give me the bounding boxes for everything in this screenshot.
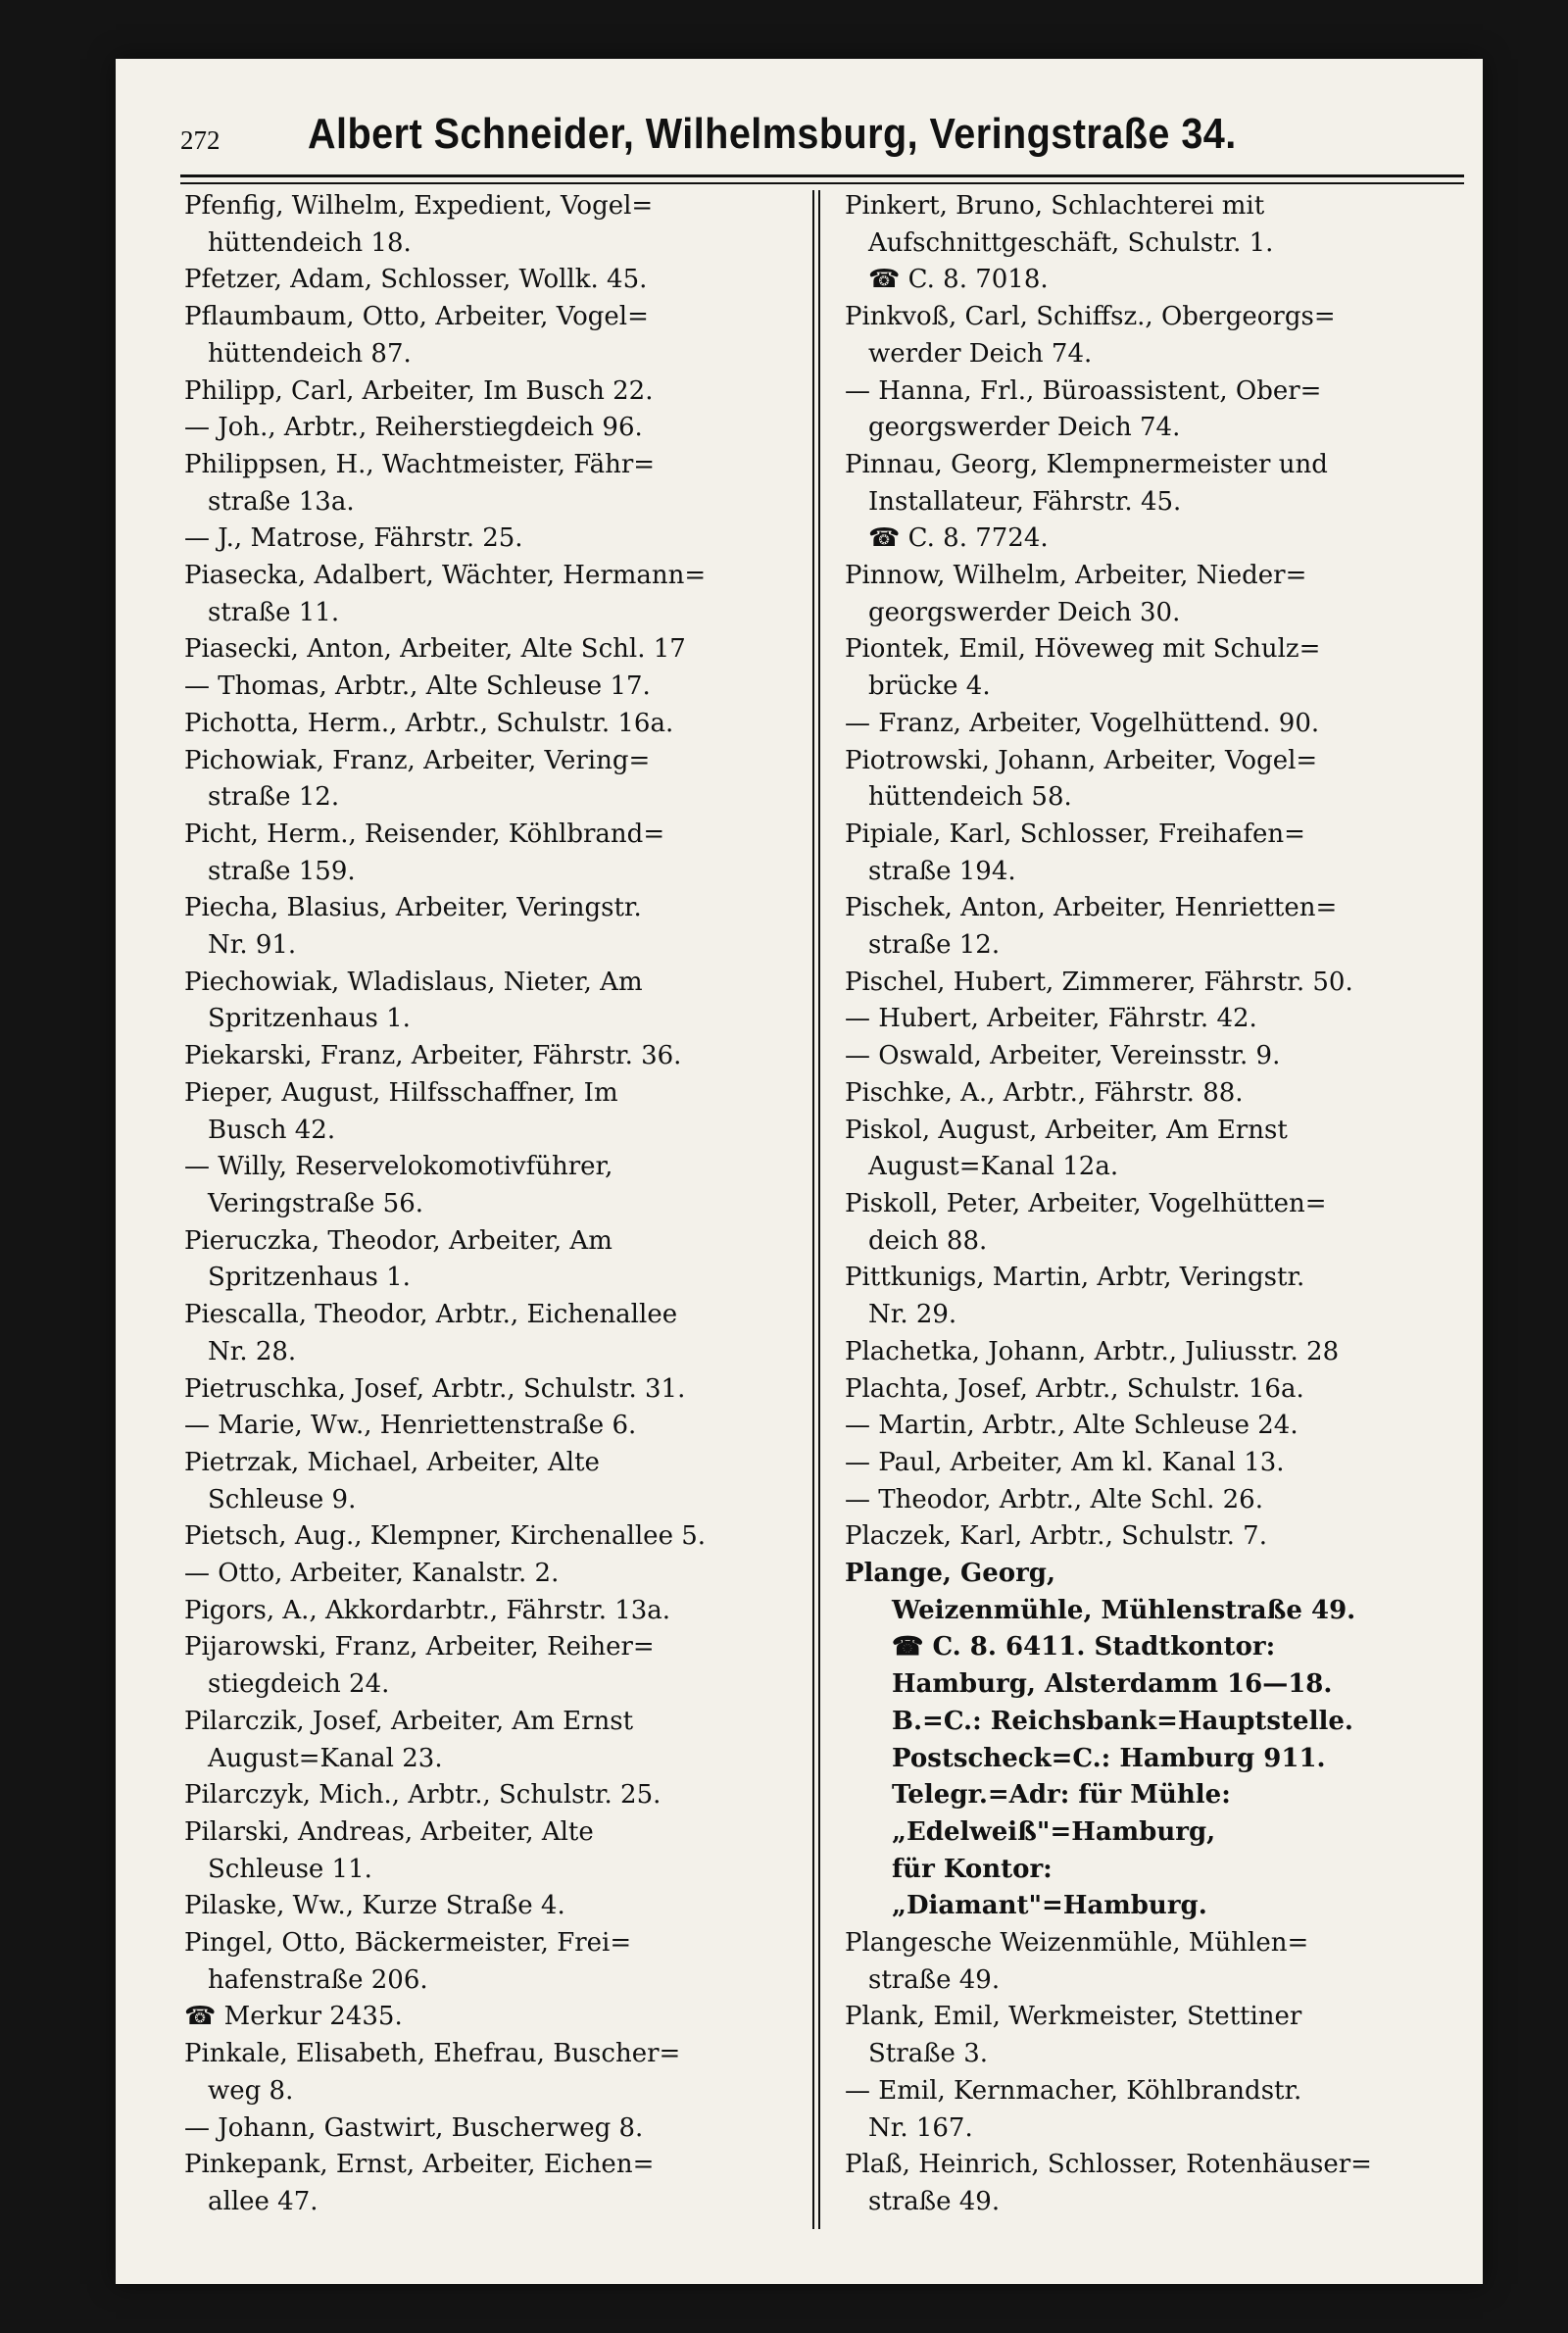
- entry-continuation-line: allee 47.: [208, 2186, 318, 2216]
- entry-name-line: Pichowiak, Franz, Arbeiter, Vering=: [184, 745, 651, 775]
- directory-entry: [184, 1925, 804, 1999]
- entry-name-line: Piecha, Blasius, Arbeiter, Veringstr.: [184, 893, 642, 923]
- directory-entry: [184, 1814, 804, 1888]
- directory-entry: [845, 299, 1468, 372]
- entry-continuation-line: straße 49.: [868, 1964, 1001, 1995]
- entry-name-line: Pipiale, Karl, Schlosser, Freihafen=: [845, 819, 1305, 849]
- entry-name-line: Pischel, Hubert, Zimmerer, Fährstr. 50.: [845, 967, 1353, 997]
- entry-continuation-line: straße 12.: [208, 782, 340, 813]
- page-header: [180, 110, 1474, 169]
- entry-name-line: — Marie, Ww., Henriettenstraße 6.: [184, 1411, 637, 1441]
- entry-continuation-line: Aufschnittgeschäft, Schulstr. 1.: [868, 227, 1274, 258]
- entry-continuation-line: Weizenmühle, Mühlenstraße 49.: [892, 1595, 1356, 1625]
- entry-name-line: — Paul, Arbeiter, Am kl. Kanal 13.: [845, 1447, 1285, 1477]
- directory-entry: [184, 817, 804, 890]
- entry-name-line: Piekarski, Franz, Arbeiter, Fährstr. 36.: [184, 1041, 682, 1071]
- directory-entry: [184, 1038, 804, 1075]
- entry-continuation-line: straße 194.: [868, 856, 1016, 886]
- entry-name-line: — Emil, Kernmacher, Köhlbrandstr.: [845, 2075, 1302, 2106]
- entry-continuation-line: georgswerder Deich 74.: [868, 413, 1181, 443]
- directory-entry: [845, 1001, 1468, 1038]
- entry-name-line: Plachetka, Johann, Arbtr., Juliusstr. 28: [845, 1336, 1340, 1366]
- entry-name-line: Piotrowski, Johann, Arbeiter, Vogel=: [845, 745, 1318, 775]
- entry-name-line: — Franz, Arbeiter, Vogelhüttend. 90.: [845, 708, 1320, 738]
- directory-entry: [184, 1371, 804, 1409]
- column-divider-left: [812, 190, 814, 2229]
- entry-name-line: Piskol, August, Arbeiter, Am Ernst: [845, 1115, 1288, 1145]
- directory-entry: [184, 1888, 804, 1925]
- entry-name-line: Piasecka, Adalbert, Wächter, Hermann=: [184, 561, 707, 591]
- entry-name-line: — Joh., Arbtr., Reiherstiegdeich 96.: [184, 413, 643, 443]
- directory-entry: [845, 631, 1468, 705]
- directory-entry: [184, 373, 804, 411]
- directory-entry: [184, 1075, 804, 1149]
- entry-name-line: Pilarczyk, Mich., Arbtr., Schulstr. 25.: [184, 1780, 662, 1811]
- entry-name-line: Plangesche Weizenmühle, Mühlen=: [845, 1928, 1309, 1959]
- directory-entry: [845, 890, 1468, 964]
- directory-entry: [184, 706, 804, 743]
- directory-entry: [845, 817, 1468, 890]
- entry-continuation-line: „Edelweiß"=Hamburg,: [892, 1816, 1216, 1847]
- entry-continuation-line: Nr. 28.: [208, 1336, 297, 1366]
- directory-entry: [184, 1593, 804, 1630]
- entry-name-line: — Johann, Gastwirt, Buscherweg 8.: [184, 2112, 644, 2143]
- entry-continuation-line: Installateur, Fährstr. 45.: [868, 486, 1182, 517]
- directory-entry: [845, 965, 1468, 1002]
- directory-entry: [184, 669, 804, 706]
- entry-name-line: — J., Matrose, Fährstr. 25.: [184, 523, 523, 554]
- entry-name-line: Pilarczik, Josef, Arbeiter, Am Ernst: [184, 1706, 634, 1736]
- entry-continuation-line: Telegr.=Adr: für Mühle:: [892, 1780, 1231, 1811]
- entry-name-line: Pilaske, Ww., Kurze Straße 4.: [184, 1891, 565, 1921]
- entry-name-line: — Martin, Arbtr., Alte Schleuse 24.: [845, 1411, 1298, 1441]
- entry-name-line: Placzek, Karl, Arbtr., Schulstr. 7.: [845, 1521, 1267, 1552]
- entry-name-line: Piescalla, Theodor, Arbtr., Eichenallee: [184, 1300, 678, 1330]
- entry-name-line: Philippsen, H., Wachtmeister, Fähr=: [184, 449, 656, 479]
- directory-entry: [184, 1445, 804, 1518]
- directory-entry: [845, 1445, 1468, 1482]
- entry-name-line: Pinkert, Bruno, Schlachterei mit: [845, 191, 1265, 221]
- directory-entry: [184, 965, 804, 1038]
- entry-name-line: Pfenfig, Wilhelm, Expedient, Vogel=: [184, 191, 654, 221]
- entry-name-line: Plange, Georg,: [845, 1559, 1056, 1589]
- directory-entry: [184, 1518, 804, 1556]
- entry-name-line: Piasecki, Anton, Arbeiter, Alte Schl. 17: [184, 634, 686, 665]
- directory-entry: [184, 631, 804, 669]
- entry-continuation-line: weg 8.: [208, 2075, 294, 2106]
- directory-entry: [845, 2147, 1468, 2220]
- directory-page: [116, 59, 1483, 2284]
- entry-name-line: Pilarski, Andreas, Arbeiter, Alte: [184, 1816, 594, 1847]
- directory-entry: [845, 1186, 1468, 1260]
- entry-continuation-line: straße 12.: [868, 930, 1001, 961]
- directory-entry: [845, 1925, 1468, 1999]
- directory-entry: [184, 188, 804, 262]
- entry-continuation-line: straße 11.: [208, 597, 340, 627]
- entry-name-line: — Hubert, Arbeiter, Fährstr. 42.: [845, 1004, 1257, 1034]
- entry-name-line: Pichotta, Herm., Arbtr., Schulstr. 16a.: [184, 708, 674, 738]
- entry-continuation-line: Spritzenhaus 1.: [208, 1263, 411, 1293]
- entry-continuation-line: deich 88.: [868, 1225, 988, 1256]
- entry-name-line: Piskoll, Peter, Arbeiter, Vogelhütten=: [845, 1188, 1327, 1218]
- entry-name-line: Pittkunigs, Martin, Arbtr, Veringstr.: [845, 1263, 1305, 1293]
- entry-continuation-line: August=Kanal 23.: [208, 1743, 443, 1773]
- directory-entry: [845, 1518, 1468, 1556]
- entry-name-line: Piontek, Emil, Höveweg mit Schulz=: [845, 634, 1321, 665]
- entry-name-line: — Willy, Reservelokomotivführer,: [184, 1152, 613, 1182]
- directory-entry: [184, 2036, 804, 2110]
- directory-entry: [845, 373, 1468, 447]
- entry-name-line: Pingel, Otto, Bäckermeister, Frei=: [184, 1928, 632, 1959]
- directory-entry: [184, 410, 804, 447]
- entry-name-line: Pinkale, Elisabeth, Ehefrau, Buscher=: [184, 2039, 681, 2069]
- entry-name-line: Philipp, Carl, Arbeiter, Im Busch 22.: [184, 375, 654, 406]
- directory-entry: [184, 558, 804, 631]
- directory-entry: [184, 1149, 804, 1222]
- entry-name-line: Picht, Herm., Reisender, Köhlbrand=: [184, 819, 665, 849]
- entry-name-line: — Otto, Arbeiter, Kanalstr. 2.: [184, 1559, 560, 1589]
- entry-continuation-line: hüttendeich 87.: [208, 338, 412, 369]
- entry-name-line: ☎ Merkur 2435.: [184, 2002, 403, 2032]
- directory-entry: [845, 1999, 1468, 2072]
- entry-name-line: — Hanna, Frl., Büroassistent, Ober=: [845, 375, 1322, 406]
- entry-name-line: — Oswald, Arbeiter, Vereinsstr. 9.: [845, 1041, 1281, 1071]
- directory-entry: [845, 1113, 1468, 1186]
- entry-name-line: Pieruczka, Theodor, Arbeiter, Am: [184, 1225, 612, 1256]
- entry-continuation-line: georgswerder Deich 30.: [868, 597, 1181, 627]
- directory-entry: [184, 299, 804, 372]
- directory-entry: [845, 1482, 1468, 1519]
- entry-name-line: Plachta, Josef, Arbtr., Schulstr. 16a.: [845, 1373, 1304, 1404]
- directory-entry: [845, 1038, 1468, 1075]
- directory-entry: [184, 1777, 804, 1814]
- header-advertisement: Albert Schneider, Wilhelmsburg, Veringstraße 34.: [308, 110, 1237, 158]
- entry-continuation-line: „Diamant"=Hamburg.: [892, 1891, 1207, 1921]
- entry-continuation-line: Busch 42.: [208, 1115, 336, 1145]
- entry-name-line: Pinkvoß, Carl, Schiffsz., Obergeorgs=: [845, 302, 1336, 332]
- entry-continuation-line: für Kontor:: [892, 1854, 1053, 1884]
- entry-continuation-line: Nr. 167.: [868, 2112, 973, 2143]
- directory-entry: [184, 1999, 804, 2036]
- entry-continuation-line: Postscheck=C.: Hamburg 911.: [892, 1743, 1326, 1773]
- entry-continuation-line: hüttendeich 18.: [208, 227, 412, 258]
- right-column: [845, 188, 1468, 2221]
- directory-entry: [845, 188, 1468, 299]
- directory-entry: [845, 1075, 1468, 1113]
- entry-name-line: Pigors, A., Akkordarbtr., Fährstr. 13a.: [184, 1595, 671, 1625]
- entry-name-line: Pinnow, Wilhelm, Arbeiter, Nieder=: [845, 561, 1307, 591]
- entry-continuation-line: ☎ C. 8. 6411. Stadtkontor:: [892, 1632, 1276, 1663]
- entry-continuation-line: Hamburg, Alsterdamm 16—18.: [892, 1669, 1333, 1700]
- directory-entry: [184, 447, 804, 521]
- entry-name-line: Pietruschka, Josef, Arbtr., Schulstr. 31.: [184, 1373, 686, 1404]
- directory-entry: [184, 1408, 804, 1445]
- entry-continuation-line: Veringstraße 56.: [208, 1188, 423, 1218]
- directory-entry: [845, 1260, 1468, 1333]
- entry-continuation-line: Nr. 91.: [208, 930, 297, 961]
- entry-continuation-line: August=Kanal 12a.: [868, 1152, 1119, 1182]
- directory-entry: [184, 890, 804, 964]
- entry-name-line: — Theodor, Arbtr., Alte Schl. 26.: [845, 1484, 1263, 1514]
- directory-entry: [184, 1297, 804, 1370]
- entry-continuation-line: Spritzenhaus 1.: [208, 1004, 411, 1034]
- header-rule-thick: [180, 174, 1464, 177]
- directory-entry: [845, 1334, 1468, 1371]
- entry-name-line: — Thomas, Arbtr., Alte Schleuse 17.: [184, 671, 651, 702]
- entry-name-line: Pieper, August, Hilfsschaffner, Im: [184, 1077, 618, 1108]
- entry-continuation-line: B.=C.: Reichsbank=Hauptstelle.: [892, 1706, 1353, 1736]
- entry-name-line: Pinkepank, Ernst, Arbeiter, Eichen=: [184, 2150, 655, 2180]
- entry-name-line: Plaß, Heinrich, Schlosser, Rotenhäuser=: [845, 2150, 1372, 2180]
- entry-continuation-line: ☎ C. 8. 7018.: [868, 265, 1049, 295]
- entry-name-line: Piechowiak, Wladislaus, Nieter, Am: [184, 967, 643, 997]
- left-column: [184, 188, 804, 2221]
- entry-name-line: Plank, Emil, Werkmeister, Stettiner: [845, 2002, 1302, 2032]
- entry-continuation-line: straße 159.: [208, 856, 356, 886]
- directory-entry: [184, 2147, 804, 2220]
- column-divider-right: [818, 190, 820, 2229]
- entry-continuation-line: werder Deich 74.: [868, 338, 1093, 369]
- entry-continuation-line: ☎ C. 8. 7724.: [868, 523, 1049, 554]
- entry-continuation-line: stiegdeich 24.: [208, 1669, 390, 1700]
- directory-entry: [184, 2110, 804, 2148]
- directory-entry: [184, 262, 804, 299]
- entry-name-line: Pischke, A., Arbtr., Fährstr. 88.: [845, 1077, 1244, 1108]
- directory-entry: [845, 706, 1468, 743]
- header-rule-thin: [180, 182, 1464, 184]
- directory-entry: [184, 1704, 804, 1777]
- entry-continuation-line: Schleuse 9.: [208, 1484, 357, 1514]
- page-number: 272: [180, 125, 220, 155]
- directory-entry: [845, 447, 1468, 558]
- directory-entry: [184, 1629, 804, 1703]
- directory-entry: [184, 1556, 804, 1593]
- entry-name-line: Pietsch, Aug., Klempner, Kirchenallee 5.: [184, 1521, 707, 1552]
- entry-name-line: Pijarowski, Franz, Arbeiter, Reiher=: [184, 1632, 655, 1663]
- directory-entry: [845, 558, 1468, 631]
- entry-continuation-line: hafenstraße 206.: [208, 1964, 428, 1995]
- directory-entry: [845, 743, 1468, 817]
- directory-entry: [184, 743, 804, 817]
- entry-continuation-line: straße 13a.: [208, 486, 355, 517]
- entry-name-line: Pischek, Anton, Arbeiter, Henrietten=: [845, 893, 1338, 923]
- directory-entry: [184, 1223, 804, 1297]
- directory-entry: [845, 1371, 1468, 1409]
- entry-name-line: Pinnau, Georg, Klempnermeister und: [845, 449, 1328, 479]
- entry-continuation-line: Nr. 29.: [868, 1300, 957, 1330]
- entry-name-line: Pflaumbaum, Otto, Arbeiter, Vogel=: [184, 302, 649, 332]
- entry-continuation-line: Straße 3.: [868, 2039, 989, 2069]
- directory-entry: [184, 521, 804, 558]
- directory-entry: [845, 2073, 1468, 2147]
- entry-name-line: Pfetzer, Adam, Schlosser, Wollk. 45.: [184, 265, 648, 295]
- entry-continuation-line: hüttendeich 58.: [868, 782, 1072, 813]
- directory-entry: [845, 1408, 1468, 1445]
- entry-continuation-line: Schleuse 11.: [208, 1854, 372, 1884]
- entry-name-line: Pietrzak, Michael, Arbeiter, Alte: [184, 1447, 600, 1477]
- entry-continuation-line: brücke 4.: [868, 671, 991, 702]
- entry-continuation-line: straße 49.: [868, 2186, 1001, 2216]
- plange-company-entry: [845, 1556, 1468, 1925]
